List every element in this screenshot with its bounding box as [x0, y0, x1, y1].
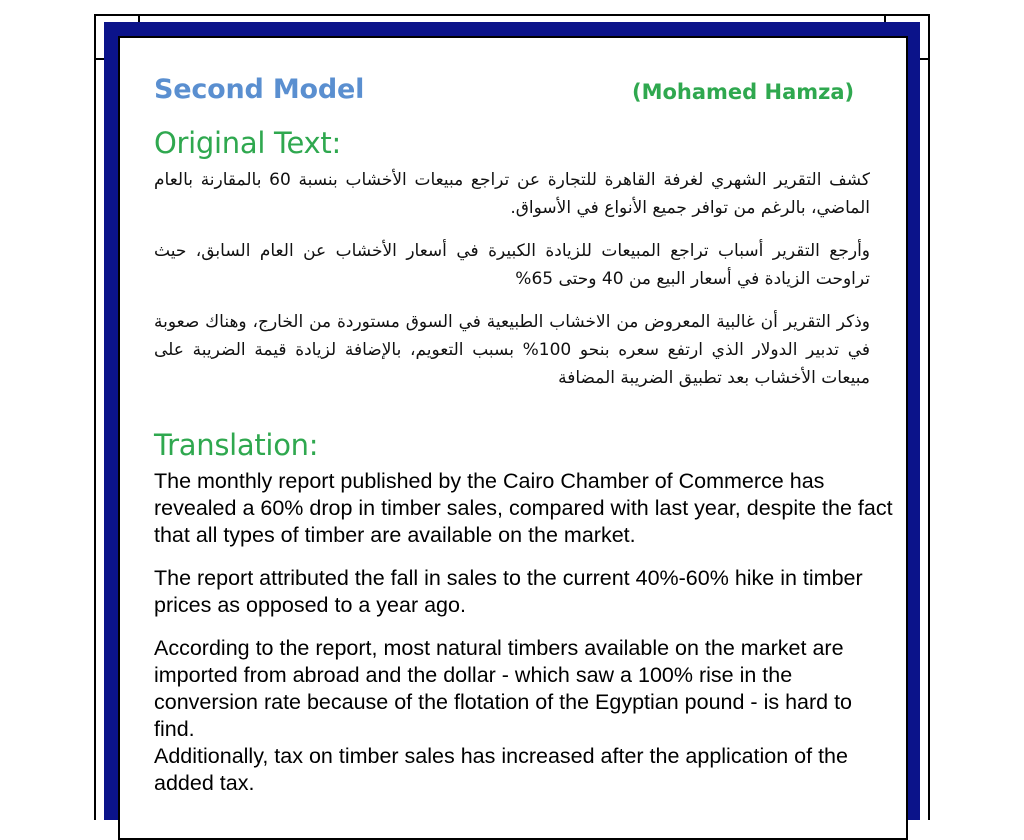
- border-outer-left-line: [94, 14, 96, 820]
- translation-paragraph: The report attributed the fall in sales to the current 40%-60% hike in timber prices as opposed to a year ago.: [154, 566, 863, 617]
- translation-heading: Translation:: [154, 428, 319, 462]
- english-translation-text: [154, 468, 894, 797]
- arabic-paragraph: وذكر التقرير أن غالبية المعروض من الاخشاب الطبيعية في السوق مستوردة من الخارج، وهناك صعوبة في تدبير الدولار الذي ارتفع سعره بنحو 100% بسبب التعويم، بالإضافة لزيادة قيمة الضريبة على مبيعات الأخشاب بعد تطبيق الضريبة المضافة: [154, 312, 870, 388]
- translation-paragraph: Additionally, tax on timber sales has increased after the application of the added tax.: [154, 744, 848, 795]
- arabic-paragraph: كشف التقرير الشهري لغرفة القاهرة للتجارة عن تراجع مبيعات الأخشاب بنسبة 60 بالمقارنة بالعام الماضي، بالرغم من توافر جميع الأنواع في الأسواق.: [154, 170, 870, 218]
- border-outer-top-line: [94, 14, 930, 16]
- author-name: (Mohamed Hamza): [632, 80, 855, 104]
- model-title: Second Model: [154, 74, 365, 105]
- title-row: [154, 72, 874, 112]
- original-text-heading: Original Text:: [154, 126, 341, 160]
- translation-paragraph: According to the report, most natural timbers available on the market are imported from abroad and the dollar - which saw a 100% rise in the conversion rate because of the flotation of the Egyptian pound - is hard to find.: [154, 636, 853, 741]
- border-outer-right-line: [928, 14, 930, 820]
- document-content: [154, 72, 893, 795]
- translation-paragraph: The monthly report published by the Cairo Chamber of Commerce has revealed a 60% drop in timber sales, compared with last year, despite the fact that all types of timber are available on the market.: [154, 469, 893, 547]
- arabic-paragraph: وأرجع التقرير أسباب تراجع المبيعات للزيادة الكبيرة في أسعار الأخشاب عن العام السابق، حيث تراوحت الزيادة في أسعار البيع من 40 وحتى 65%: [154, 241, 870, 289]
- arabic-original-text: [154, 166, 870, 407]
